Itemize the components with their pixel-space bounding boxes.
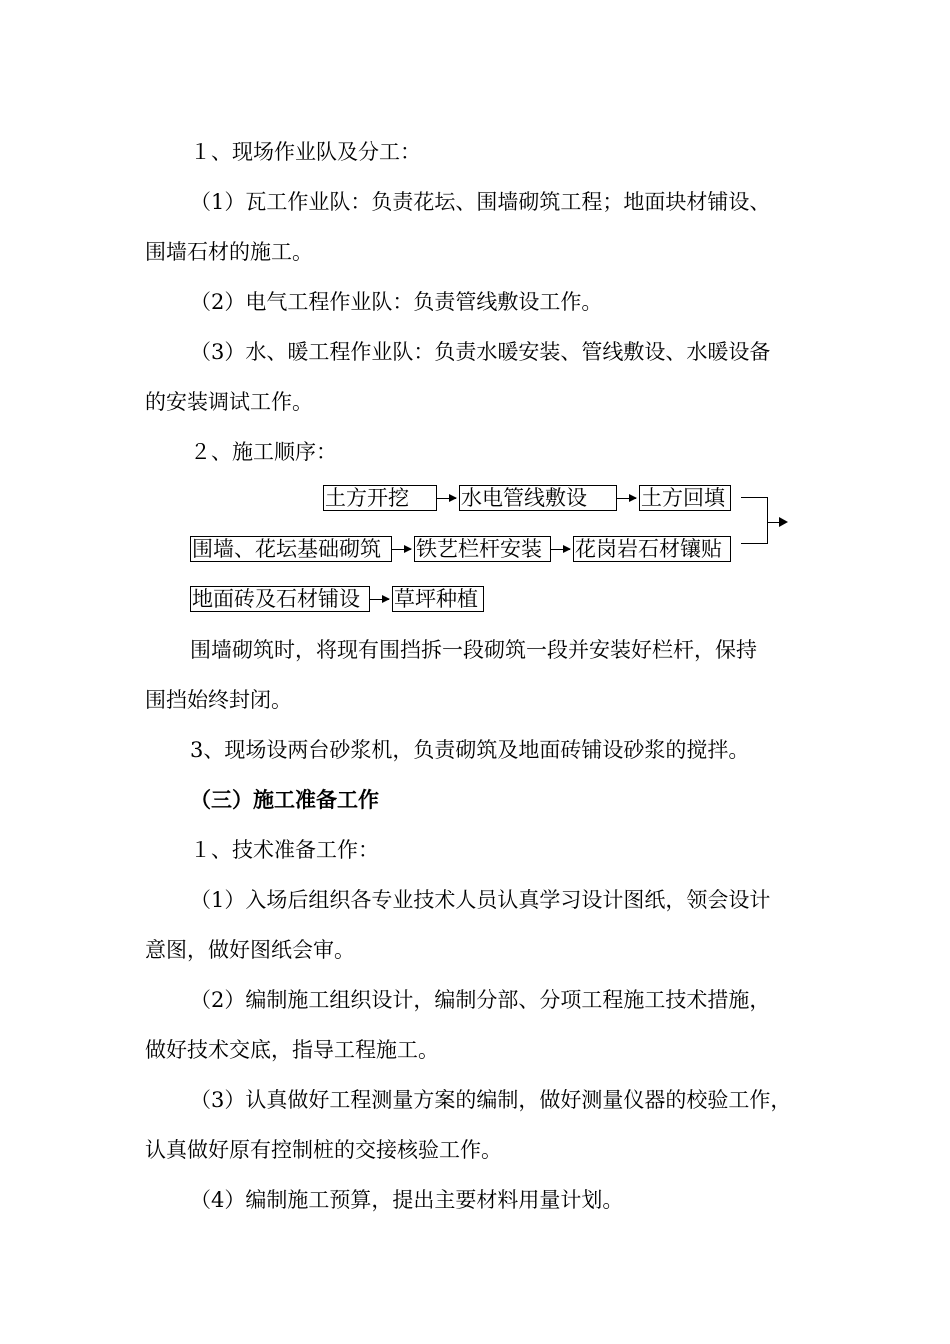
paragraph-line: （1）入场后组织各专业技术人员认真学习设计图纸，领会设计 xyxy=(190,888,771,912)
paragraph-line: ２、施工顺序： xyxy=(190,440,337,464)
flow-arrowhead xyxy=(779,517,788,527)
flow-box-backfill: 土方回填 xyxy=(639,485,731,511)
flow-arrow xyxy=(616,498,636,499)
flow-connector xyxy=(767,497,768,544)
flow-connector xyxy=(741,543,767,544)
flow-arrow xyxy=(436,498,456,499)
flow-box-lawn-planting: 草坪种植 xyxy=(392,586,484,612)
paragraph-line: 的安装调试工作。 xyxy=(145,390,313,414)
paragraph-line: （1）瓦工作业队：负责花坛、围墙砌筑工程；地面块材铺设、 xyxy=(190,190,771,214)
paragraph-line: （4）编制施工预算，提出主要材料用量计划。 xyxy=(190,1188,624,1212)
flow-arrow xyxy=(550,549,570,550)
paragraph-line: （3）水、暖工程作业队：负责水暖安装、管线敷设、水暖设备 xyxy=(190,340,771,364)
paragraph-line: （3）认真做好工程测量方案的编制，做好测量仪器的校验工作， xyxy=(190,1088,792,1112)
flow-box-floor-tiling: 地面砖及石材铺设 xyxy=(190,586,370,612)
flow-connector xyxy=(767,522,779,523)
paragraph-line: （2）电气工程作业队：负责管线敷设工作。 xyxy=(190,290,603,314)
paragraph-line: １、技术准备工作： xyxy=(190,838,379,862)
flow-box-pipeline-laying: 水电管线敷设 xyxy=(459,485,617,511)
flow-box-foundation-masonry: 围墙、花坛基础砌筑 xyxy=(190,536,392,562)
paragraph-line: 做好技术交底，指导工程施工。 xyxy=(145,1038,439,1062)
paragraph-line: 围挡始终封闭。 xyxy=(145,688,292,712)
flow-box-railing-install: 铁艺栏杆安装 xyxy=(414,536,551,562)
flow-arrow xyxy=(369,599,389,600)
paragraph-line: 认真做好原有控制桩的交接核验工作。 xyxy=(145,1138,502,1162)
paragraph-line: 围墙石材的施工。 xyxy=(145,240,313,264)
paragraph-line: 3、现场设两台砂浆机，负责砌筑及地面砖铺设砂浆的搅拌。 xyxy=(190,738,750,762)
section-heading: （三）施工准备工作 xyxy=(190,787,379,812)
paragraph-line: １、现场作业队及分工： xyxy=(190,140,421,164)
flow-arrow xyxy=(391,549,411,550)
flow-box-earth-excavation: 土方开挖 xyxy=(323,485,437,511)
flow-connector xyxy=(741,497,767,498)
paragraph-line: 围墙砌筑时，将现有围挡拆一段砌筑一段并安装好栏杆，保持 xyxy=(190,638,757,662)
paragraph-line: 意图，做好图纸会审。 xyxy=(145,938,355,962)
flow-box-granite-cladding: 花岗岩石材镶贴 xyxy=(573,536,731,562)
paragraph-line: （2）编制施工组织设计，编制分部、分项工程施工技术措施， xyxy=(190,988,771,1012)
